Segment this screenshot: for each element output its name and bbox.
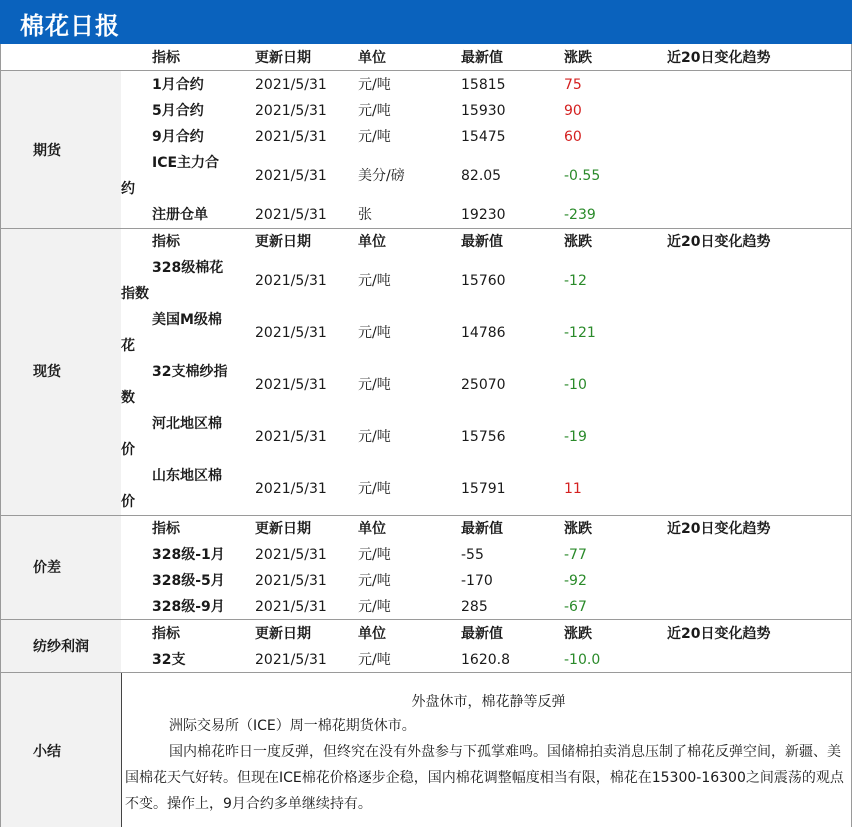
col-header-latest: 最新值 (461, 234, 503, 250)
summary-title: 外盘休市，棉花静等反弹 (411, 694, 566, 710)
section-divider-2 (0, 515, 852, 516)
col-header-latest: 最新值 (461, 521, 503, 537)
row-change: -19 (564, 429, 587, 445)
spread-label-bg (1, 516, 121, 619)
row-name-line2: 花 (121, 338, 135, 354)
row-date: 2021/5/31 (255, 129, 327, 145)
col-header-indicator: 指标 (152, 234, 180, 250)
section-label-futures: 期货 (33, 143, 61, 159)
row-change: -10 (564, 377, 587, 393)
col-header-indicator: 指标 (152, 626, 180, 642)
col-header-date: 更新日期 (255, 521, 311, 537)
row-unit: 元/吨 (358, 77, 391, 93)
row-value: 285 (461, 599, 488, 615)
row-name-line2: 数 (121, 390, 135, 406)
header-divider (0, 70, 852, 71)
section-label-summary: 小结 (33, 744, 61, 760)
row-name: 5月合约 (152, 103, 204, 119)
row-unit: 美分/磅 (358, 168, 405, 184)
row-name: 32支 (152, 652, 186, 668)
row-change: 75 (564, 77, 582, 93)
col-header-indicator: 指标 (152, 521, 180, 537)
col-header-date: 更新日期 (255, 234, 311, 250)
row-change: 60 (564, 129, 582, 145)
col-header-unit: 单位 (358, 521, 386, 537)
row-value: 1620.8 (461, 652, 510, 668)
futures-label-bg (1, 70, 121, 228)
row-unit: 元/吨 (358, 273, 391, 289)
row-change: 90 (564, 103, 582, 119)
col-header-indicator: 指标 (152, 50, 180, 66)
row-unit: 元/吨 (358, 377, 391, 393)
row-name-line1: 美国M级棉 (152, 312, 222, 328)
col-header-latest: 最新值 (461, 626, 503, 642)
row-name: 注册仓单 (152, 207, 208, 223)
col-header-change: 涨跌 (564, 521, 592, 537)
row-unit: 元/吨 (358, 429, 391, 445)
row-value: -170 (461, 573, 493, 589)
row-name-line2: 价 (121, 442, 135, 458)
row-name: 9月合约 (152, 129, 204, 145)
row-date: 2021/5/31 (255, 547, 327, 563)
row-name-line1: 32支棉纱指 (152, 364, 228, 380)
col-header-change: 涨跌 (564, 50, 592, 66)
row-change: -92 (564, 573, 587, 589)
col-header-trend: 近20日变化趋势 (667, 521, 771, 537)
left-border (0, 44, 1, 827)
row-date: 2021/5/31 (255, 481, 327, 497)
row-value: 25070 (461, 377, 506, 393)
row-unit: 元/吨 (358, 547, 391, 563)
col-header-latest: 最新值 (461, 50, 503, 66)
row-date: 2021/5/31 (255, 573, 327, 589)
row-date: 2021/5/31 (255, 599, 327, 615)
row-date: 2021/5/31 (255, 77, 327, 93)
section-label-profit: 纺纱利润 (33, 639, 89, 655)
col-header-trend: 近20日变化趋势 (667, 50, 771, 66)
row-name-line1: 河北地区棉 (152, 416, 222, 432)
row-date: 2021/5/31 (255, 273, 327, 289)
row-date: 2021/5/31 (255, 103, 327, 119)
section-divider-3 (0, 619, 852, 620)
row-unit: 张 (358, 207, 372, 223)
summary-paragraph-1: 洲际交易所（ICE）周一棉花期货休市。 (169, 718, 416, 734)
row-unit: 元/吨 (358, 325, 391, 341)
row-unit: 元/吨 (358, 573, 391, 589)
row-value: -55 (461, 547, 484, 563)
col-header-date: 更新日期 (255, 626, 311, 642)
row-name-line1: 328级棉花 (152, 260, 224, 276)
row-date: 2021/5/31 (255, 377, 327, 393)
spot-label-bg (1, 229, 121, 515)
col-header-trend: 近20日变化趋势 (667, 234, 771, 250)
row-value: 15475 (461, 129, 506, 145)
row-value: 19230 (461, 207, 506, 223)
row-name-line2: 指数 (121, 286, 149, 302)
row-change: -10.0 (564, 652, 601, 668)
col-header-unit: 单位 (358, 626, 386, 642)
row-value: 15815 (461, 77, 506, 93)
row-value: 15930 (461, 103, 506, 119)
row-name-line1: 山东地区棉 (152, 468, 222, 484)
col-header-unit: 单位 (358, 50, 386, 66)
row-change: -239 (564, 207, 596, 223)
summary-label-bg (1, 673, 121, 827)
col-header-unit: 单位 (358, 234, 386, 250)
row-name: 1月合约 (152, 77, 204, 93)
row-change: -67 (564, 599, 587, 615)
row-date: 2021/5/31 (255, 325, 327, 341)
row-name: 328级-9月 (152, 599, 225, 615)
summary-paragraph-2: 国内棉花昨日一度反弹，但终究在没有外盘参与下孤掌难鸣。国储棉拍卖消息压制了棉花反弹空间，新疆、美国棉花天气好转。但现在ICE棉花价格逐步企稳，国内棉花调整幅度相当有限，棉花在15300-16300之间震荡的观点不变。操作上，9月合约多单继续持有。 (125, 744, 844, 812)
row-unit: 元/吨 (358, 103, 391, 119)
row-value: 15760 (461, 273, 506, 289)
row-name-line1: ICE主力合 (152, 155, 220, 171)
row-date: 2021/5/31 (255, 429, 327, 445)
row-change: 11 (564, 481, 582, 497)
col-header-trend: 近20日变化趋势 (667, 626, 771, 642)
row-name: 328级-5月 (152, 573, 225, 589)
row-unit: 元/吨 (358, 481, 391, 497)
row-value: 82.05 (461, 168, 502, 184)
row-date: 2021/5/31 (255, 168, 327, 184)
col-header-date: 更新日期 (255, 50, 311, 66)
section-label-spot: 现货 (33, 364, 61, 380)
row-unit: 元/吨 (358, 599, 391, 615)
col-header-change: 涨跌 (564, 234, 592, 250)
row-date: 2021/5/31 (255, 652, 327, 668)
report-title: 棉花日报 (20, 12, 120, 40)
row-date: 2021/5/31 (255, 207, 327, 223)
row-unit: 元/吨 (358, 652, 391, 668)
row-change: -77 (564, 547, 587, 563)
row-name-line2: 约 (121, 181, 135, 197)
row-value: 15756 (461, 429, 506, 445)
row-name-line2: 价 (121, 494, 135, 510)
section-divider-4 (0, 672, 852, 673)
row-value: 15791 (461, 481, 506, 497)
section-divider-1 (0, 228, 852, 229)
row-change: -0.55 (564, 168, 601, 184)
col-header-change: 涨跌 (564, 626, 592, 642)
section-label-spread: 价差 (33, 560, 61, 576)
row-change: -12 (564, 273, 587, 289)
row-change: -121 (564, 325, 596, 341)
summary-divider (121, 673, 122, 827)
row-unit: 元/吨 (358, 129, 391, 145)
row-value: 14786 (461, 325, 506, 341)
title-bar (0, 0, 852, 44)
row-name: 328级-1月 (152, 547, 225, 563)
